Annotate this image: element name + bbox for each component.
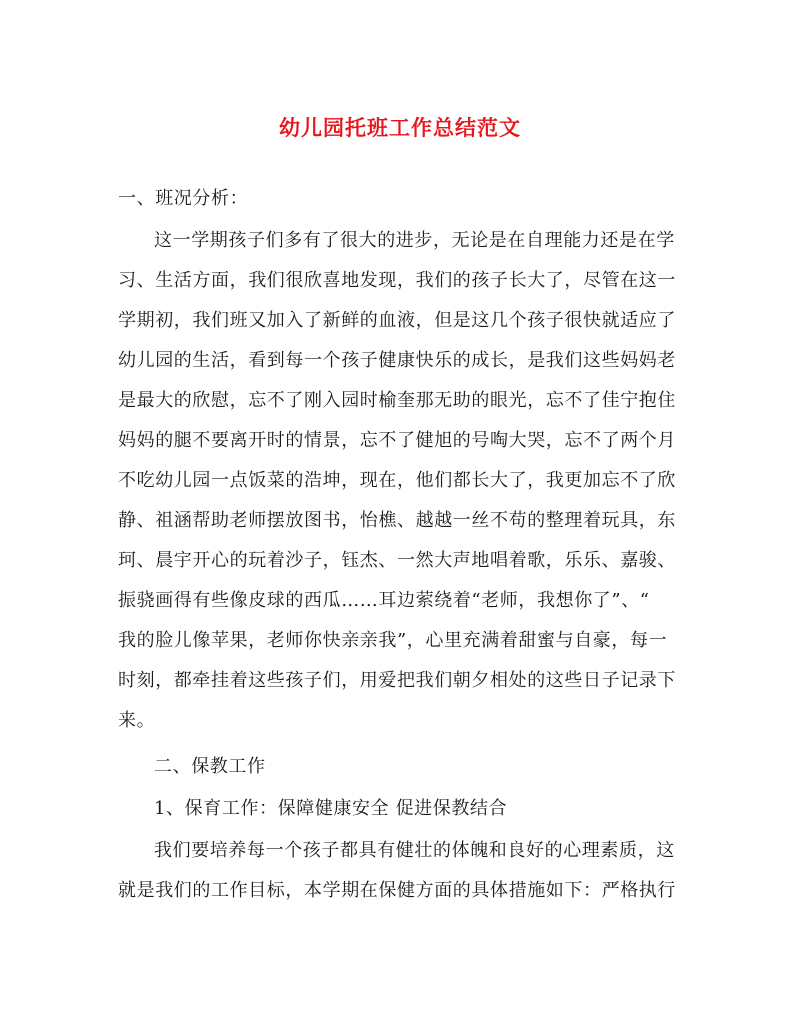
paragraph-line: 习、生活方面，我们很欣喜地发现，我们的孩子长大了，尽管在这一 — [118, 270, 676, 291]
paragraph-line: 学期初，我们班又加入了新鲜的血液，但是这几个孩子很快就适应了 — [118, 310, 676, 331]
subsection-heading-1: 1、保育工作：保障健康安全 促进保教结合 — [154, 798, 508, 819]
paragraph-line: 妈妈的腿不要离开时的情景，忘不了健旭的号啕大哭，忘不了两个月 — [118, 430, 676, 451]
paragraph-line: 来。 — [118, 710, 156, 731]
paragraph-line: 幼儿园的生活，看到每一个孩子健康快乐的成长，是我们这些妈妈老 — [118, 350, 676, 371]
paragraph-line: 珂、晨宇开心的玩着沙子，钰杰、一然大声地唱着歌，乐乐、嘉骏、 — [118, 550, 676, 571]
paragraph-line: 就是我们的工作目标，本学期在保健方面的具体措施如下：严格执行 — [118, 880, 676, 901]
paragraph-line: 不吃幼儿园一点饭菜的浩坤，现在，他们都长大了，我更加忘不了欣 — [118, 470, 676, 491]
paragraph-line: 静、祖涵帮助老师摆放图书，怡樵、越越一丝不苟的整理着玩具，东 — [118, 510, 676, 531]
section-heading-2: 二、保教工作 — [154, 756, 266, 777]
paragraph-line: 我的脸儿像苹果，老师你快亲亲我”，心里充满着甜蜜与自豪，每一 — [118, 630, 668, 651]
section-heading-1: 一、班况分析： — [118, 188, 249, 209]
paragraph-line: 是最大的欣慰，忘不了刚入园时榆奎那无助的眼光，忘不了佳宁抱住 — [118, 390, 676, 411]
paragraph-line: 我们要培养每一个孩子都具有健壮的体魄和良好的心理素质，这 — [154, 840, 675, 861]
paragraph-line: 振骁画得有些像皮球的西瓜……耳边萦绕着“老师，我想你了”、“ — [118, 590, 650, 611]
paragraph-line: 时刻，都牵挂着这些孩子们，用爱把我们朝夕相处的这些日子记录下 — [118, 670, 676, 691]
paragraph-line: 这一学期孩子们多有了很大的进步，无论是在自理能力还是在学 — [154, 230, 675, 251]
document-title: 幼儿园托班工作总结范文 — [279, 115, 521, 140]
